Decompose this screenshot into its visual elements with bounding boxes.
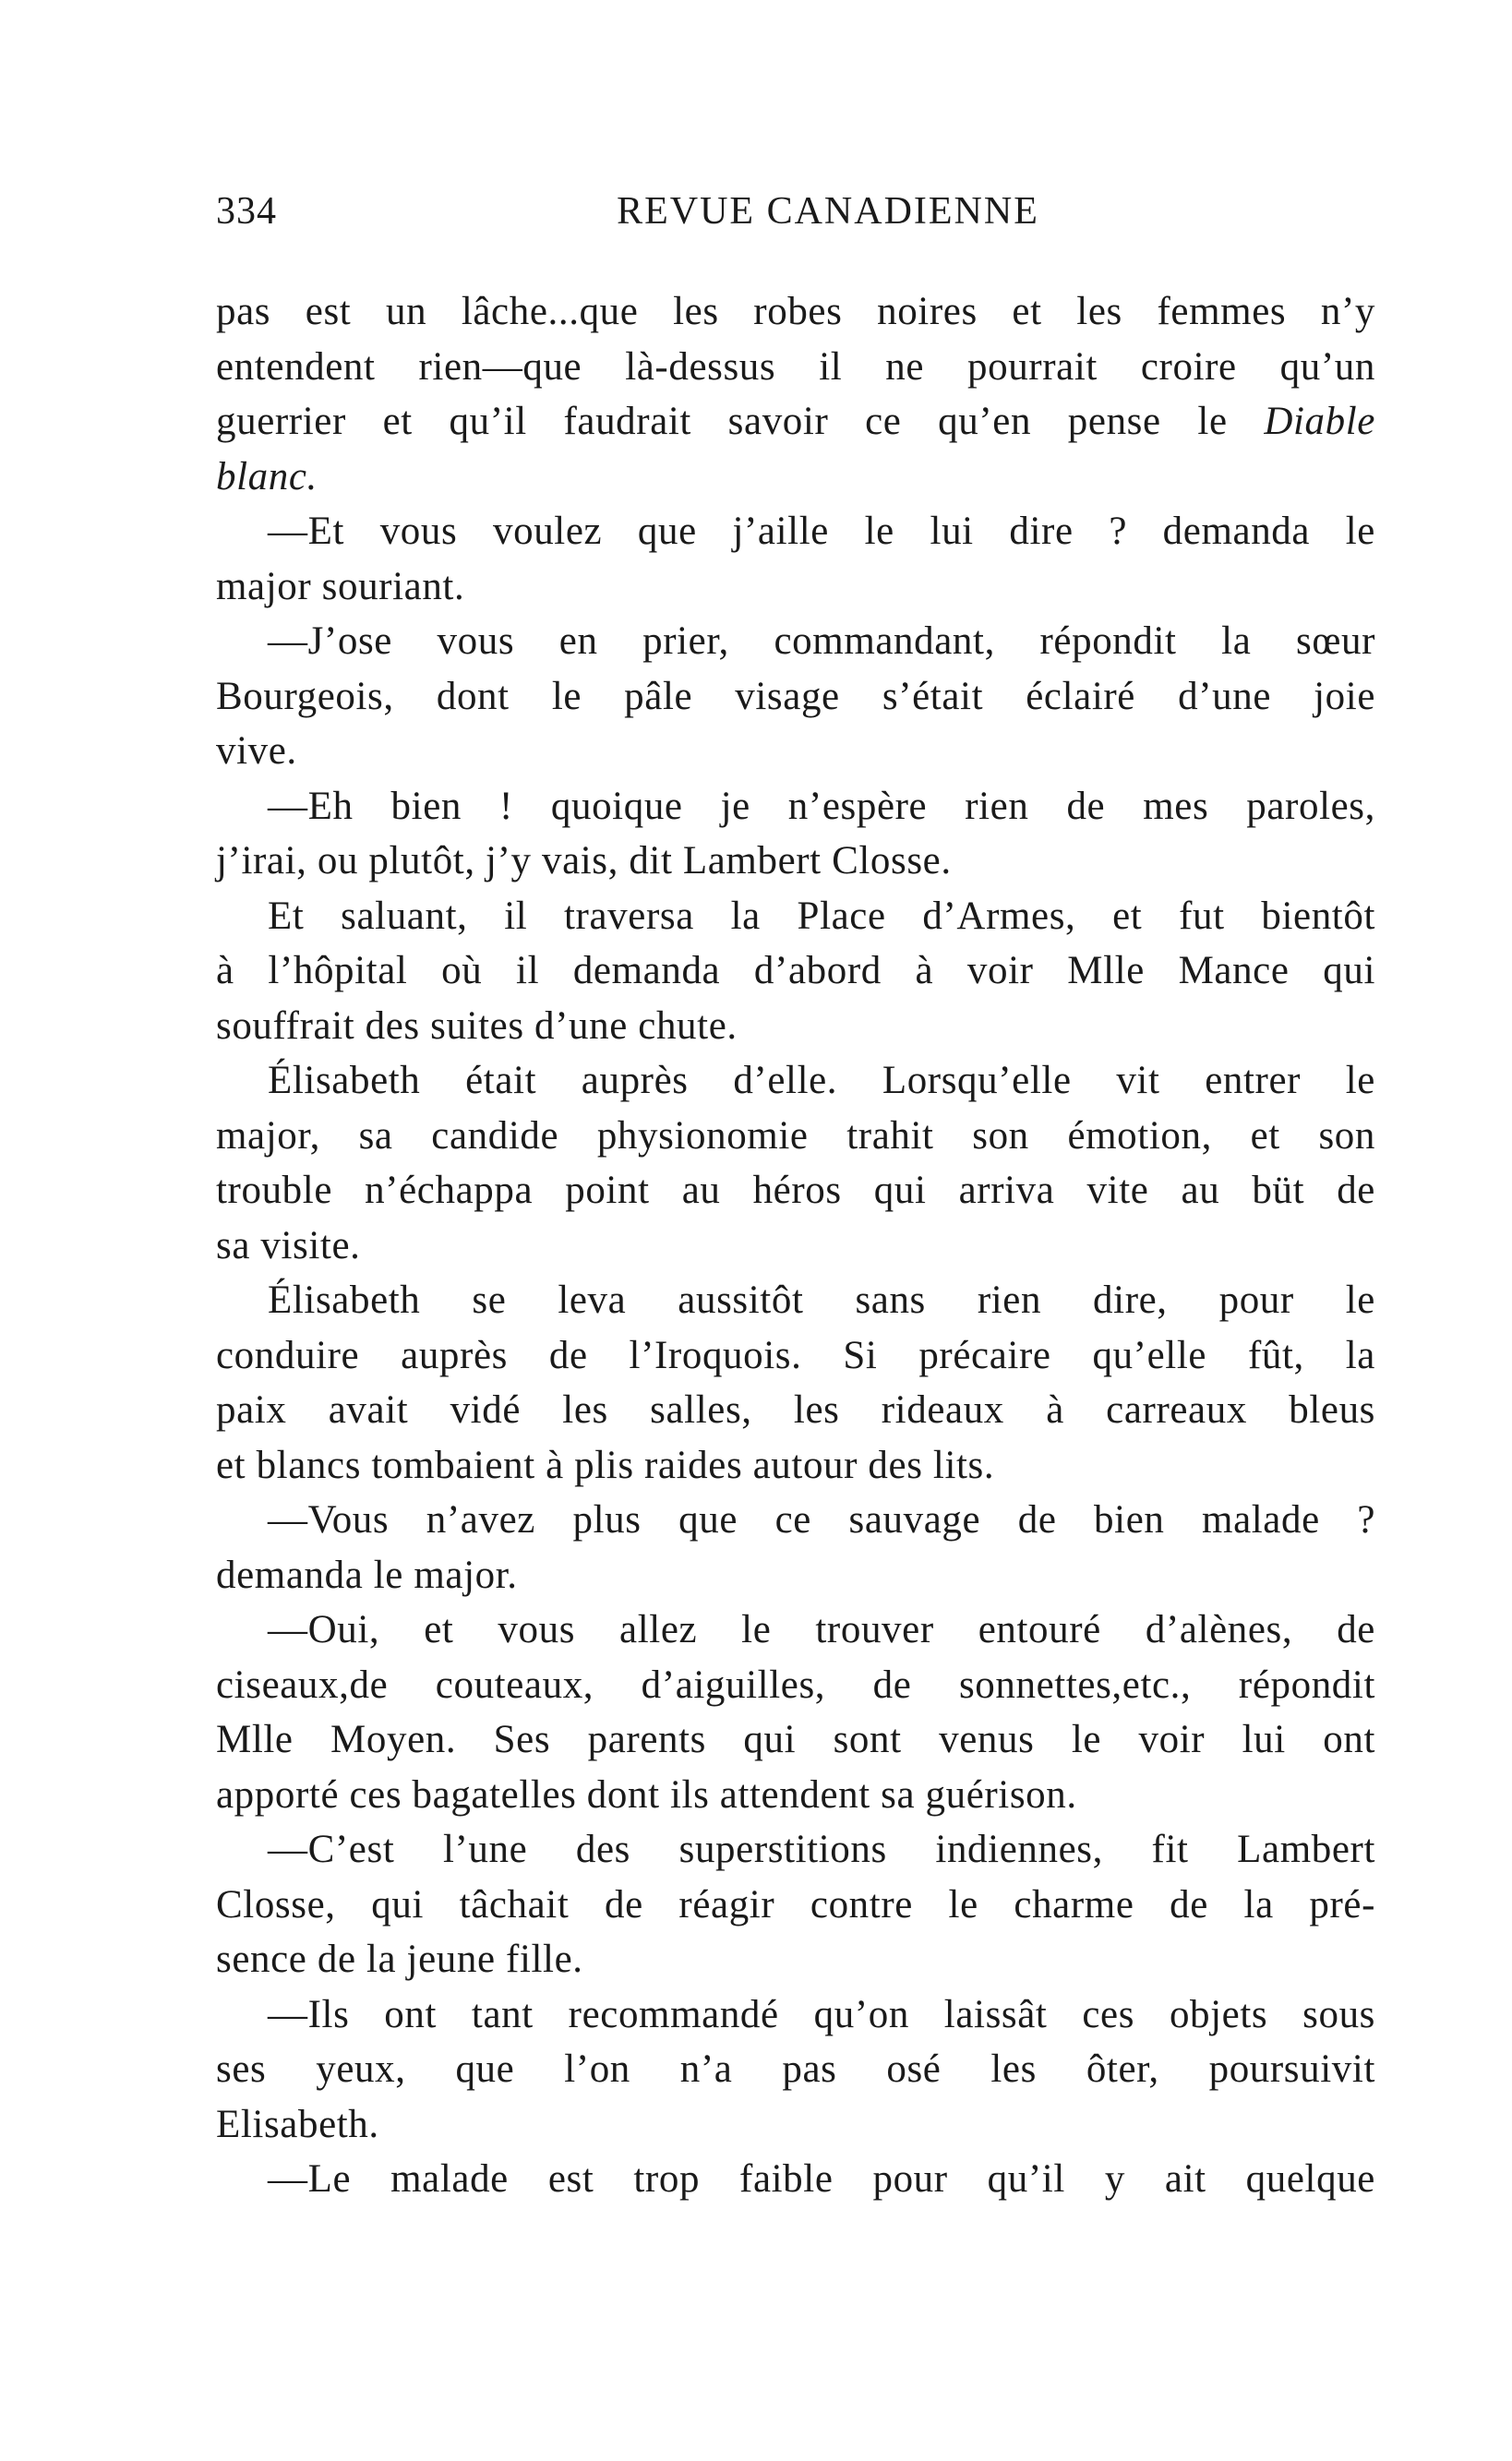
line-text: à l’hôpital où il demanda d’abord à voir Mlle Mance qui — [216, 949, 1375, 992]
line-text: entendent rien—que là-dessus il ne pourrait croire qu’un — [216, 344, 1375, 389]
line-text: —Vous n’avez plus que ce sauvage de bien malade ? — [268, 1498, 1375, 1542]
line-text: —Eh bien ! quoique je n’espère rien de mes paroles, — [268, 784, 1375, 828]
line-text: et blancs tombaient à plis raides autour des lits. — [216, 1443, 995, 1487]
text-line — [216, 779, 1375, 834]
text-line — [216, 1878, 1375, 1933]
text-line — [216, 340, 1375, 395]
line-text: ses yeux, que l’on n’a pas osé les ôter, poursuivit — [216, 2047, 1375, 2091]
line-text: —Et vous voulez que j’aille le lui dire ? demanda le — [268, 510, 1375, 553]
text-line — [216, 504, 1375, 559]
text-line — [216, 889, 1375, 944]
text-line — [216, 450, 1375, 505]
line-text: —Ils ont tant recommandé qu’on laissât ces objets sous — [268, 1992, 1375, 2036]
text-line — [216, 1712, 1375, 1768]
text-line — [216, 724, 1375, 779]
text-line — [216, 1768, 1375, 1823]
text-line — [216, 1109, 1375, 1164]
text-line — [216, 1548, 1375, 1603]
text-line — [216, 2042, 1375, 2097]
page-number: 334 — [216, 190, 277, 233]
text-line — [216, 1987, 1375, 2043]
text-line — [216, 1328, 1375, 1384]
line-text: trouble n’échappa point au héros qui arriva vite au büt de — [216, 1169, 1375, 1212]
text-line — [216, 1383, 1375, 1438]
body-text — [216, 284, 1375, 2207]
line-text: Élisabeth se leva aussitôt sans rien dire, pour le — [268, 1279, 1375, 1322]
text-line — [216, 1493, 1375, 1548]
text-line — [216, 2152, 1375, 2207]
line-text: —Le malade est trop faible pour qu’il y ait quelque — [268, 2157, 1375, 2201]
line-text: major souriant. — [216, 564, 465, 608]
line-text: major, sa candide physionomie trahit son émotion, et son — [216, 1113, 1375, 1158]
line-text: Élisabeth était auprès d’elle. Lorsqu’elle vit entrer le — [268, 1059, 1375, 1102]
text-line — [216, 834, 1375, 889]
text-line — [216, 394, 1375, 450]
line-text: pas est un lâche...que les robes noires et les femmes n’y — [216, 290, 1375, 333]
text-line — [216, 999, 1375, 1054]
text-line — [216, 1932, 1375, 1987]
italic-text: Diable — [1264, 400, 1375, 443]
line-text: guerrier et qu’il faudrait savoir ce qu’en pense le — [216, 400, 1265, 443]
line-text: Mlle Moyen. Ses parents qui sont venus le voir lui ont — [216, 1718, 1375, 1761]
line-text: —Oui, et vous allez le trouver entouré d’alènes, de — [268, 1608, 1375, 1651]
line-text: Closse, qui tâchait de réagir contre le charme de la pré- — [216, 1882, 1375, 1927]
text-line — [216, 1438, 1375, 1494]
text-line — [216, 1273, 1375, 1328]
text-line — [216, 1822, 1375, 1878]
text-line — [216, 1218, 1375, 1274]
text-line — [216, 1053, 1375, 1109]
page-header — [216, 189, 1375, 245]
text-line — [216, 669, 1375, 725]
line-text: Elisabeth. — [216, 2102, 379, 2146]
text-line — [216, 559, 1375, 615]
italic-text: blanc. — [216, 454, 318, 498]
line-text: sa visite. — [216, 1223, 361, 1267]
line-text: ciseaux,de couteaux, d’aiguilles, de sonnettes,etc., répondit — [216, 1663, 1375, 1707]
text-line — [216, 2097, 1375, 2153]
line-text: demanda le major. — [216, 1553, 518, 1597]
text-line — [216, 614, 1375, 669]
line-text: sence de la jeune fille. — [216, 1938, 583, 1981]
line-text: paix avait vidé les salles, les rideaux à carreaux bleus — [216, 1388, 1375, 1432]
line-text: Et saluant, il traversa la Place d’Armes, et fut bientôt — [268, 894, 1375, 938]
running-title: REVUE CANADIENNE — [617, 190, 1039, 233]
text-line — [216, 284, 1375, 340]
text-line — [216, 1163, 1375, 1218]
line-text: vive. — [216, 729, 297, 773]
line-text: Bourgeois, dont le pâle visage s’était éclairé d’une joie — [216, 674, 1375, 718]
line-text: j’irai, ou plutôt, j’y vais, dit Lambert Closse. — [216, 839, 952, 882]
line-text: —C’est l’une des superstitions indiennes, fit Lambert — [268, 1828, 1375, 1871]
line-text: souffrait des suites d’une chute. — [216, 1003, 738, 1048]
line-text: apporté ces bagatelles dont ils attendent sa guérison. — [216, 1772, 1077, 1817]
line-text: —J’ose vous en prier, commandant, répondit la sœur — [268, 619, 1375, 663]
text-line — [216, 1658, 1375, 1713]
text-line — [216, 943, 1375, 999]
line-text: conduire auprès de l’Iroquois. Si précaire qu’elle fût, la — [216, 1333, 1375, 1377]
text-line — [216, 1603, 1375, 1658]
